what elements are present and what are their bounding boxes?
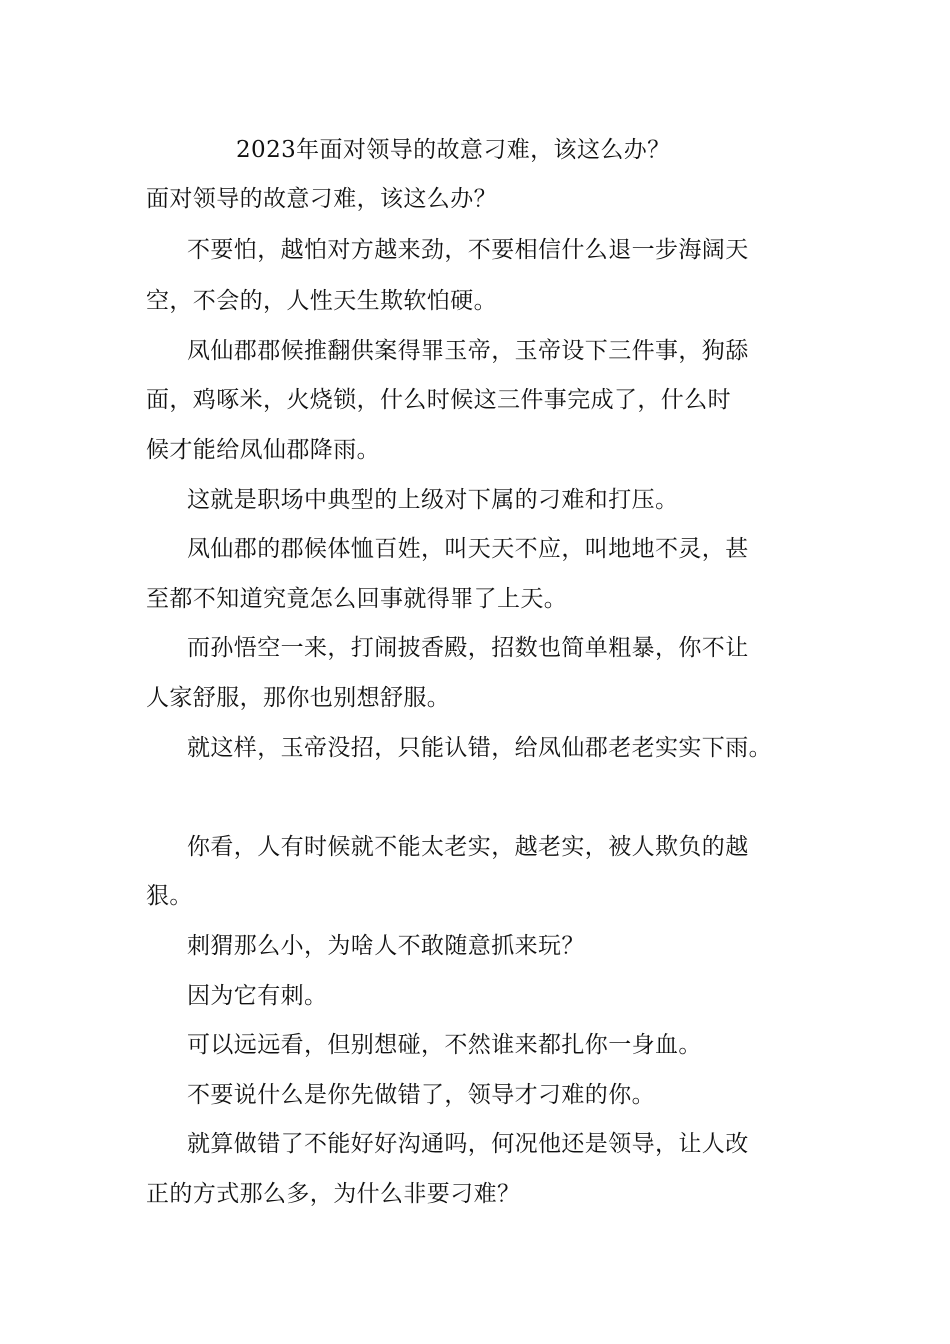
paragraph-line: 至都不知道究竟怎么回事就得罪了上天。: [146, 586, 568, 612]
paragraph-line: 你看，人有时候就不能太老实，越老实，被人欺负的越: [187, 834, 749, 860]
paragraph-line: 这就是职场中典型的上级对下属的刁难和打压。: [187, 487, 679, 513]
paragraph-line: 凤仙郡的郡候体恤百姓，叫天天不应，叫地地不灵，甚: [187, 536, 749, 562]
paragraph-line: 因为它有刺。: [187, 983, 328, 1009]
paragraph-line: 可以远远看，但别想碰，不然谁来都扎你一身血。: [187, 1032, 702, 1058]
paragraph-line: 而孙悟空一来，打闹披香殿，招数也简单粗暴，你不让: [187, 635, 749, 661]
paragraph-line: 刺猬那么小，为啥人不敢随意抓来玩？: [187, 933, 585, 959]
document-subtitle: 面对领导的故意刁难，该这么办？: [146, 186, 497, 212]
paragraph-line: 狠。: [146, 883, 193, 909]
paragraph-line: 就算做错了不能好好沟通吗，何况他还是领导，让人改: [187, 1131, 749, 1157]
paragraph-line: 不要说什么是你先做错了，领导才刁难的你。: [187, 1082, 655, 1108]
paragraph-line: 不要怕，越怕对方越来劲，不要相信什么退一步海阔天: [187, 237, 749, 263]
paragraph-line: 就这样，玉帝没招，只能认错，给凤仙郡老老实实下雨。: [187, 735, 772, 761]
paragraph-line: 空，不会的，人性天生欺软怕硬。: [146, 288, 497, 314]
document-title: 2023年面对领导的故意刁难，该这么办？: [236, 137, 671, 163]
paragraph-line: 候才能给凤仙郡降雨。: [146, 437, 380, 463]
paragraph-line: 凤仙郡郡候推翻供案得罪玉帝，玉帝设下三件事，狗舔: [187, 338, 749, 364]
paragraph-line: 人家舒服，那你也别想舒服。: [146, 685, 451, 711]
paragraph-line: 面，鸡啄米，火烧锁，什么时候这三件事完成了，什么时: [146, 387, 731, 413]
paragraph-line: 正的方式那么多，为什么非要刁难？: [146, 1181, 521, 1207]
